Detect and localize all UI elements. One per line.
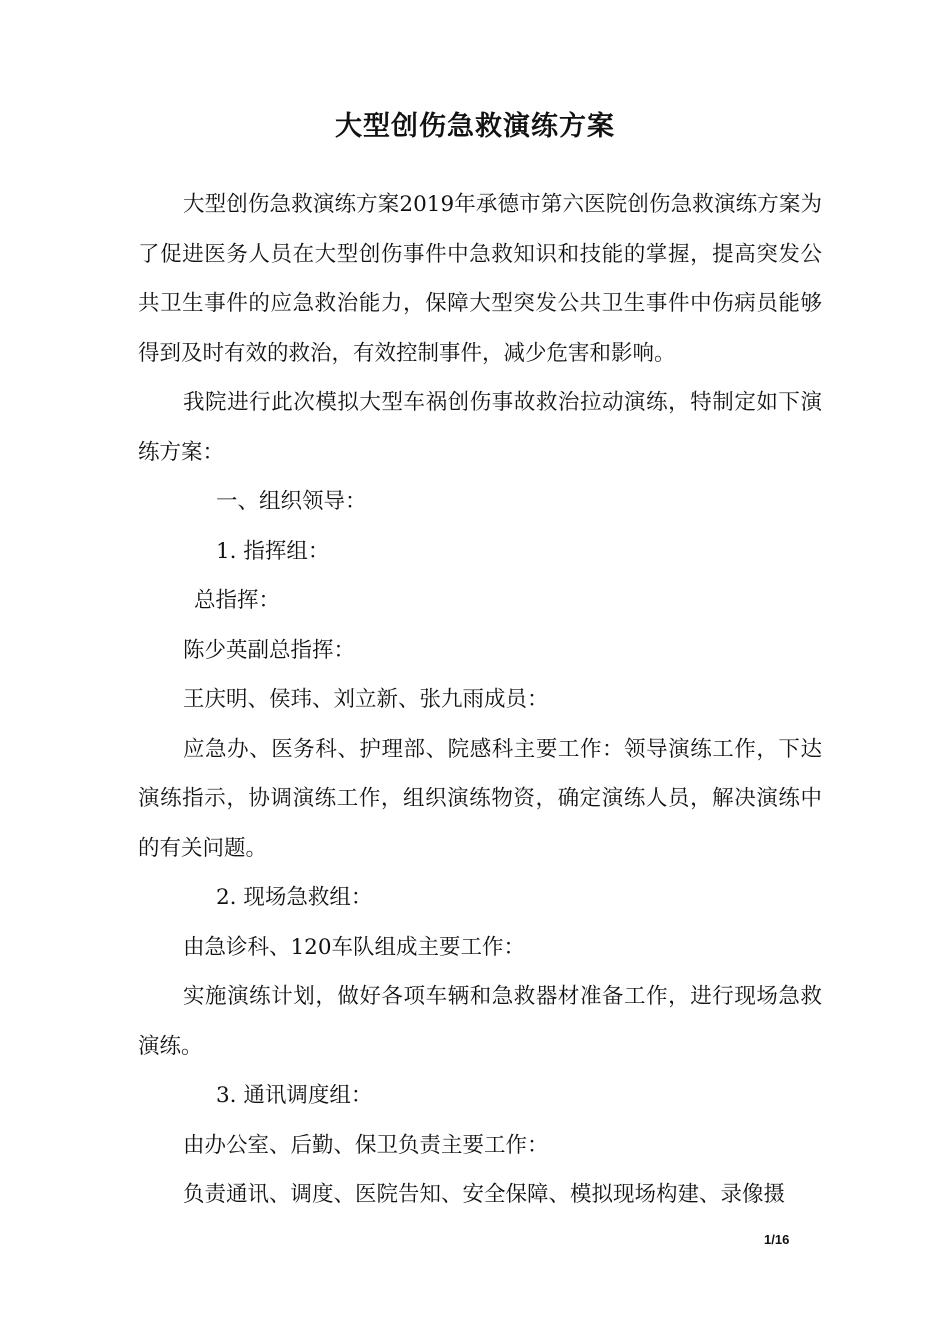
document-title: 大型创伤急救演练方案: [335, 111, 615, 142]
paragraph-communication-duties: 负责通讯、调度、医院告知、安全保障、模拟现场构建、录像摄: [183, 1182, 786, 1207]
paragraph-field-rescue-members: 由急诊科、120车队组成主要工作：: [183, 934, 526, 960]
page-number: 1/16: [764, 1232, 790, 1247]
section-heading-organization: 一、组织领导：: [216, 489, 367, 514]
paragraph-deputy-commander: 陈少英副总指挥：: [183, 637, 356, 663]
paragraph-communication-members: 由办公室、后勤、保卫负责主要工作：: [183, 1132, 549, 1158]
subsection-communication-group: 3. 通讯调度组：: [216, 1083, 373, 1108]
paragraph-command-duties: 应急办、医务科、护理部、院感科主要工作：领导演练工作，下达演练指示，协调演练工作，组织演练物资，确定演练人员，解决演练中的有关问题。: [138, 736, 822, 861]
paragraph-intro: 大型创伤急救演练方案2019年承德市第六医院创伤急救演练方案为了促进医务人员在大型创伤事件中急救知识和技能的掌握，提高突发公共卫生事件的应急救治能力，保障大型突发公共卫生事件中伤病员能够得到及时有效的救治，有效控制事件，减少危害和影响。: [138, 192, 822, 366]
paragraph-field-rescue-duties: 实施演练计划，做好各项车辆和急救器材准备工作，进行现场急救演练。: [138, 984, 822, 1059]
document-body: [138, 180, 822, 1220]
paragraph-drill-purpose: 我院进行此次模拟大型车祸创伤事故救治拉动演练，特制定如下演练方案：: [138, 390, 822, 465]
paragraph-chief-commander: 总指挥：: [194, 588, 281, 613]
paragraph-members: 王庆明、侯玮、刘立新、张九雨成员：: [183, 687, 549, 712]
subsection-command-group: 1. 指挥组：: [216, 538, 330, 564]
subsection-field-rescue-group: 2. 现场急救组：: [216, 885, 373, 910]
